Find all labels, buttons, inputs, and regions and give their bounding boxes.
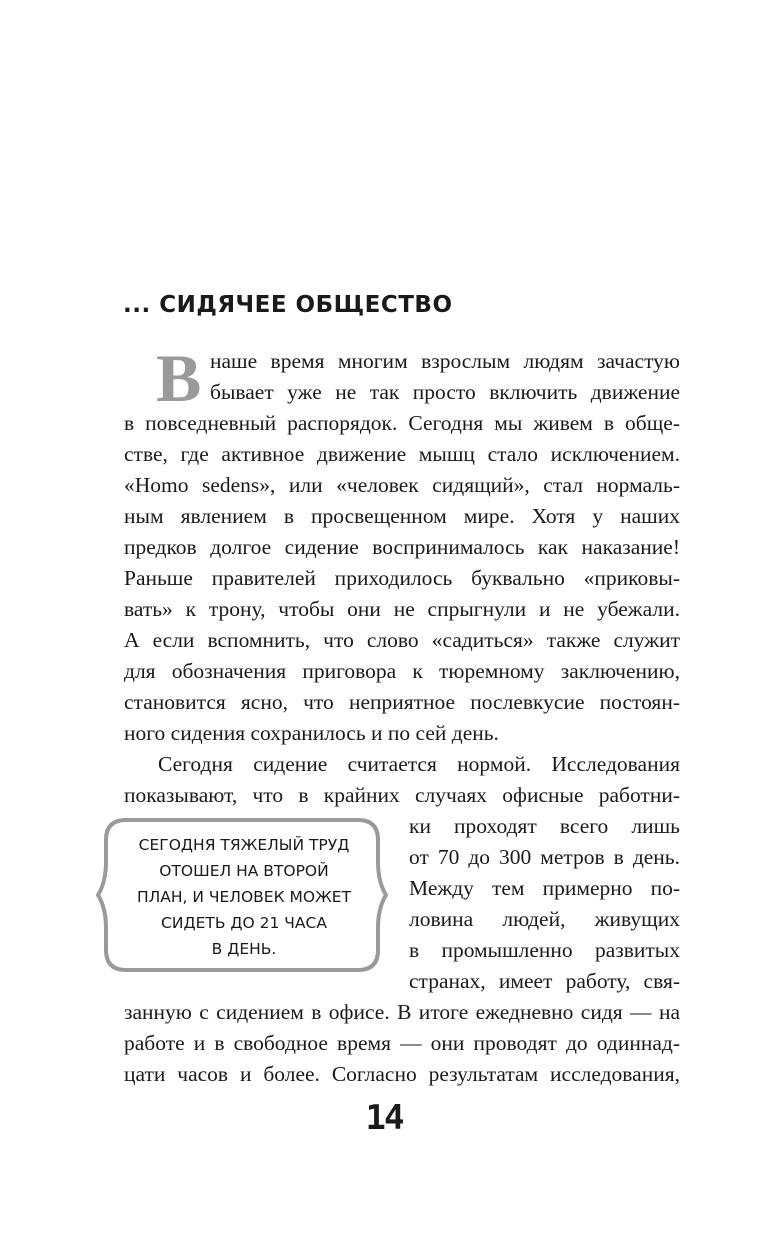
text-line: в промышленно развитых [409,938,680,962]
text-line: предков долгое сидение воспринималось как наказание! [124,535,680,559]
text-line: становится ясно, что неприятное послевкусие постоян- [124,690,680,714]
section-heading: ... СИДЯЧЕЕ ОБЩЕСТВО [123,292,453,318]
text-line: ным явлением в просвещенном мире. Хотя у наших [124,504,680,528]
callout-line: ОТОШЕЛ НА ВТОРОЙ [159,862,329,880]
text-line: от 70 до 300 метров в день. [409,845,680,869]
callout-line: В ДЕНЬ. [211,940,277,958]
callout-line: СИДЕТЬ ДО 21 ЧАСА [161,914,327,932]
text-line: цати часов и более. Согласно результатам исследования, [124,1062,680,1086]
text-line: вать» к трону, чтобы они не спрыгнули и не убежали. [124,597,680,621]
text-line: работе и в свободное время — они проводят до одиннад- [124,1031,680,1055]
text-line: бывает уже не так просто включить движение [210,380,680,404]
text-line: показывают, что в крайних случаях офисные работни- [124,783,680,807]
text-line: странах, имеет работу, свя- [409,969,680,993]
text-line: ловина людей, живущих [409,907,680,931]
callout-line: СЕГОДНЯ ТЯЖЕЛЫЙ ТРУД [138,836,350,854]
text-line: наше время многим взрослым людям зачастую [210,349,680,373]
callout-line: ПЛАН, И ЧЕЛОВЕК МОЖЕТ [136,888,352,906]
callout-text [124,832,364,962]
text-line: стве, где активное движение мышц стало исключением. [124,442,680,466]
callout-bubble [94,816,390,974]
text-line: Сегодня сидение считается нормой. Исследования [158,752,680,776]
text-line: ки проходят всего лишь [409,814,680,838]
text-line: Между тем примерно по- [409,876,680,900]
text-line: для обозначения приговора к тюремному заключению, [124,659,680,683]
text-line: в повседневный распорядок. Сегодня мы живем в обще- [124,411,680,435]
page-number: 14 [365,1098,403,1138]
drop-cap: В [156,340,202,416]
text-line: ного сидения сохранилось и по сей день. [124,721,499,745]
text-line: А если вспомнить, что слово «садиться» также служит [124,628,680,652]
text-line: занную с сидением в офисе. В итоге ежедневно сидя — на [124,1000,680,1024]
text-line: Раньше правителей приходилось буквально «приковы- [124,566,680,590]
text-line: «Homo sedens», или «человек сидящий», стал нормаль- [124,473,680,497]
